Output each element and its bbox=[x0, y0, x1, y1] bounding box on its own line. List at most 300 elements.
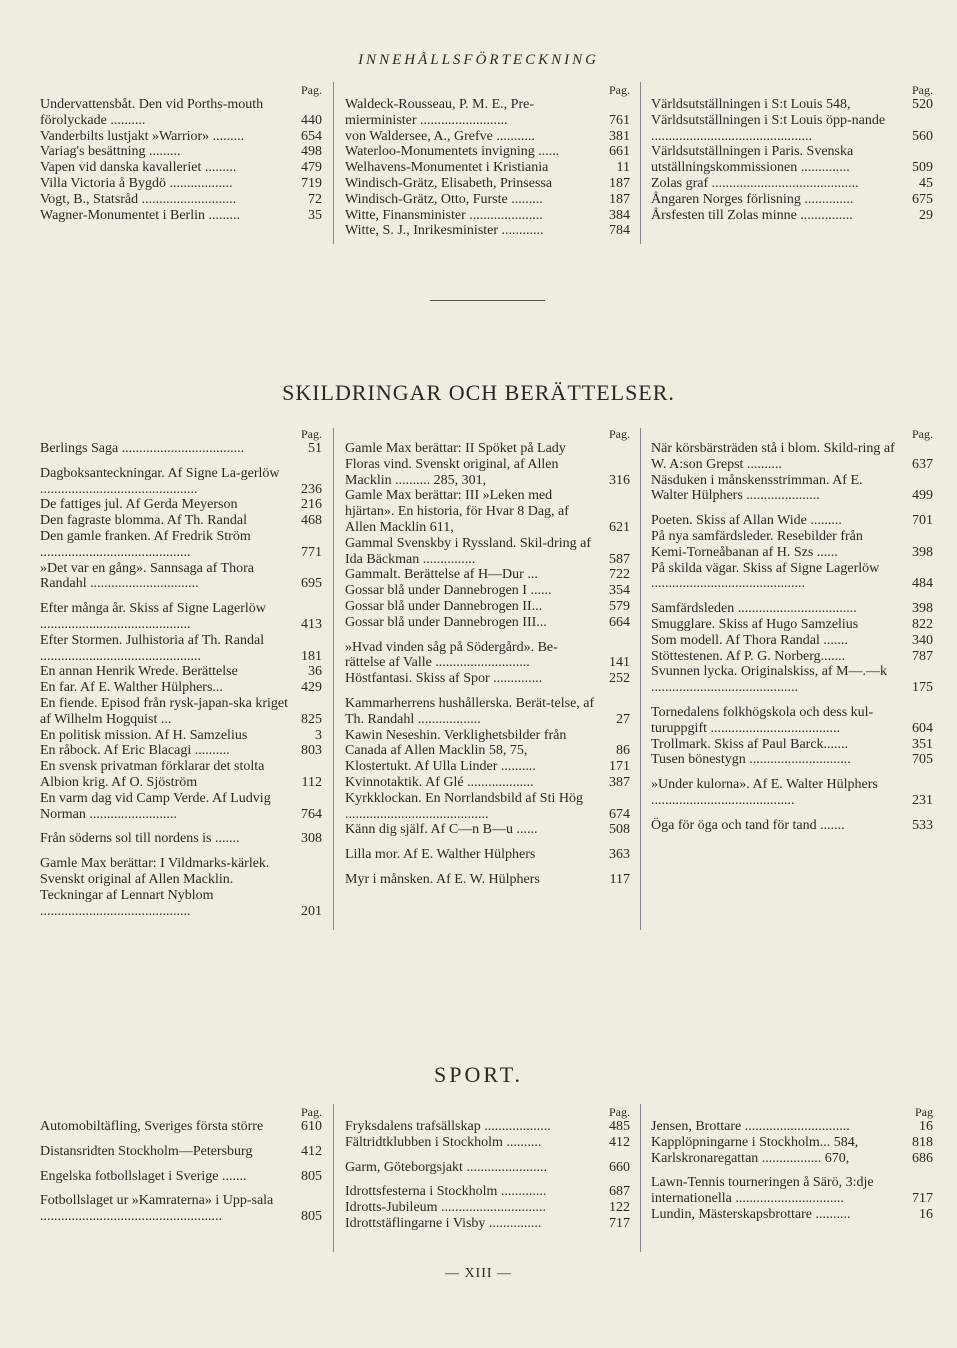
entry-page-number: 805 bbox=[301, 1168, 322, 1184]
entry-page-number: 45 bbox=[919, 175, 933, 191]
index-entry bbox=[651, 473, 933, 505]
index-entry bbox=[345, 536, 630, 568]
entry-title: Kammarherrens hushållerska. Berät-telse, af Th. Randahl .................. bbox=[345, 695, 595, 727]
entry-title: En fiende. Episod från rysk-japan-ska kriget af Wilhelm Hogquist ... bbox=[40, 695, 289, 727]
entry-page-number: 675 bbox=[912, 191, 933, 207]
entry-spacer bbox=[651, 809, 933, 818]
index-entry bbox=[651, 441, 933, 473]
index-entry bbox=[651, 513, 933, 529]
index-entry bbox=[40, 664, 322, 680]
index-entry bbox=[40, 497, 322, 513]
entry-title: På nya samfärdsleder. Resebilder från Kemi-Torneåbanan af H. Szs ...... bbox=[651, 528, 863, 560]
entry-page-number: 398 bbox=[912, 601, 933, 617]
entry-title: Öga för öga och tand för tand ....... bbox=[651, 817, 845, 833]
entry-title: Gossar blå under Dannebrogen II... bbox=[345, 598, 543, 614]
entry-page-number: 560 bbox=[912, 128, 933, 144]
sport-col-2-entries bbox=[345, 1119, 630, 1232]
index-entry bbox=[40, 856, 322, 919]
entry-title: Gammalt. Berättelse af H—Dur ... bbox=[345, 567, 538, 583]
index-entry bbox=[345, 775, 630, 791]
entry-page-number: 825 bbox=[301, 711, 322, 727]
pag-label: Pag. bbox=[609, 427, 630, 441]
top-col-2-entries bbox=[345, 97, 630, 239]
pag-label: Pag. bbox=[301, 427, 322, 441]
sport-col-3 bbox=[651, 1106, 933, 1223]
index-entry bbox=[651, 633, 933, 649]
entry-title: Garm, Göteborgsjakt ....................... bbox=[345, 1159, 547, 1175]
entry-page-number: 637 bbox=[912, 456, 933, 472]
entry-page-number: 384 bbox=[609, 207, 630, 223]
entry-title: Världsutställningen i S:t Louis öpp-nande .............................................. bbox=[651, 112, 886, 144]
index-entry bbox=[345, 208, 630, 224]
index-entry bbox=[651, 777, 933, 809]
entry-title: Variag's besättning ......... bbox=[40, 144, 181, 160]
entry-page-number: 509 bbox=[912, 160, 933, 176]
skildringar-col-1-entries bbox=[40, 441, 322, 919]
skildringar-col-2-entries bbox=[345, 441, 630, 888]
entry-page-number: 86 bbox=[616, 743, 630, 759]
entry-page-number: 387 bbox=[609, 774, 630, 790]
running-head: INNEHÅLLSFÖRTECKNING bbox=[358, 52, 599, 68]
skildringar-col-2 bbox=[345, 428, 630, 888]
index-entry bbox=[651, 176, 933, 192]
entry-title: Höstfantasi. Skiss af Spor .............. bbox=[345, 671, 543, 687]
pag-label: Pag. bbox=[301, 1105, 322, 1119]
entry-title: Kyrkklockan. En Norrlandsbild af Sti Hög ......................................... bbox=[345, 790, 583, 822]
index-entry bbox=[345, 599, 630, 615]
entry-page-number: 787 bbox=[912, 648, 933, 664]
entry-page-number: 674 bbox=[609, 806, 630, 822]
index-entry bbox=[40, 1169, 322, 1185]
entry-title: Undervattensbåt. Den vid Porths-mouth förolyckade .......... bbox=[40, 97, 264, 128]
entry-page-number: 252 bbox=[609, 671, 630, 687]
index-entry bbox=[40, 129, 322, 145]
sport-col-1-entries bbox=[40, 1119, 322, 1225]
entry-title: Fotbollslaget ur »Kamraterna» i Upp-sala .................................................... bbox=[40, 1193, 274, 1225]
index-entry bbox=[345, 583, 630, 599]
entry-title: Idrottsfesterna i Stockholm ............. bbox=[345, 1184, 547, 1200]
index-entry bbox=[345, 1200, 630, 1216]
top-col-3 bbox=[651, 84, 933, 223]
index-entry bbox=[651, 1119, 933, 1135]
index-entry bbox=[651, 192, 933, 208]
index-entry bbox=[651, 144, 933, 176]
entry-title: Klostertukt. Af Ulla Linder .......... bbox=[345, 759, 536, 775]
entry-title: Witte, Finansminister ..................... bbox=[345, 207, 543, 223]
entry-page-number: 805 bbox=[301, 1209, 322, 1225]
entry-title: Tusen bönestygn ............................. bbox=[651, 752, 851, 768]
top-col-2 bbox=[345, 84, 630, 239]
sport-col-3-entries bbox=[651, 1119, 933, 1223]
entry-page-number: 51 bbox=[308, 441, 322, 456]
entry-title: Lilla mor. Af E. Walther Hülphers bbox=[345, 847, 536, 863]
column-divider bbox=[333, 82, 334, 244]
entry-title: Trollmark. Skiss af Paul Barck....... bbox=[651, 736, 849, 752]
sport-col-2 bbox=[345, 1106, 630, 1232]
entry-title: En svensk privatman förklarar det stolta Albion krig. Af O. Sjöström bbox=[40, 759, 265, 790]
index-entry bbox=[40, 1144, 322, 1160]
index-entry bbox=[651, 1135, 933, 1151]
entry-page-number: 498 bbox=[301, 144, 322, 160]
entry-title: Villa Victoria å Bygdö .................. bbox=[40, 175, 233, 191]
entry-title: Jensen, Brottare .............................. bbox=[651, 1119, 850, 1134]
skildringar-col-3 bbox=[651, 428, 933, 834]
entry-title: »Under kulorna». Af E. Walter Hülphers ......................................... bbox=[651, 777, 878, 808]
entry-page-number: 16 bbox=[919, 1206, 933, 1222]
index-entry bbox=[40, 160, 322, 176]
index-entry bbox=[345, 759, 630, 775]
sport-col-1 bbox=[40, 1106, 322, 1225]
entry-title: Gamle Max berättar: I Vildmarks-kärlek. Svenskt original af Allen Macklin. Teckningar af Lennart Nyblom ........................................... bbox=[40, 856, 270, 919]
entry-title: Myr i månsken. Af E. W. Hülphers bbox=[345, 871, 540, 887]
entry-page-number: 187 bbox=[609, 175, 630, 191]
entry-page-number: 11 bbox=[616, 160, 630, 176]
entry-page-number: 354 bbox=[609, 583, 630, 599]
index-entry bbox=[345, 176, 630, 192]
entry-spacer bbox=[345, 687, 630, 696]
entry-page-number: 187 bbox=[609, 191, 630, 207]
entry-page-number: 761 bbox=[609, 112, 630, 128]
index-entry bbox=[40, 561, 322, 593]
entry-spacer bbox=[651, 504, 933, 513]
index-entry bbox=[40, 743, 322, 759]
entry-title: Gamle Max berättar: III »Leken med hjärtan». En historia, för Hvar 8 Dag, af Allen Macklin 611, bbox=[345, 488, 569, 535]
entry-title: Fältridtklubben i Stockholm .......... bbox=[345, 1134, 542, 1150]
entry-page-number: 705 bbox=[912, 752, 933, 768]
index-entry bbox=[345, 160, 630, 176]
entry-page-number: 72 bbox=[308, 191, 322, 207]
entry-page-number: 122 bbox=[609, 1200, 630, 1216]
entry-title: På skilda vägar. Skiss af Signe Lagerlöw ............................................ bbox=[651, 560, 880, 592]
entry-page-number: 695 bbox=[301, 576, 322, 592]
entry-page-number: 398 bbox=[912, 544, 933, 560]
index-entry bbox=[40, 633, 322, 665]
index-entry bbox=[345, 872, 630, 888]
entry-page-number: 236 bbox=[301, 481, 322, 497]
index-entry bbox=[345, 488, 630, 535]
index-entry bbox=[40, 144, 322, 160]
index-entry bbox=[40, 176, 322, 192]
entry-page-number: 771 bbox=[301, 544, 322, 560]
entry-title: »Hvad vinden såg på Södergård». Be-rättelse af Valle ........................... bbox=[345, 639, 558, 671]
entry-spacer bbox=[345, 863, 630, 872]
entry-page-number: 141 bbox=[609, 655, 630, 671]
index-entry bbox=[40, 513, 322, 529]
entry-page-number: 479 bbox=[301, 160, 322, 176]
entry-page-number: 3 bbox=[315, 727, 322, 743]
entry-page-number: 231 bbox=[912, 792, 933, 808]
index-entry bbox=[40, 791, 322, 823]
entry-title: Waldeck-Rousseau, P. M. E., Pre-mierminister ......................... bbox=[345, 97, 535, 128]
entry-spacer bbox=[651, 592, 933, 601]
index-entry bbox=[40, 831, 322, 847]
entry-title: Stöttestenen. Af P. G. Norberg....... bbox=[651, 648, 846, 664]
entry-title: Witte, S. J., Inrikesminister ............ bbox=[345, 223, 544, 239]
entry-title: Den gamle franken. Af Fredrik Ström ........................................... bbox=[40, 528, 251, 560]
entry-page-number: 687 bbox=[609, 1184, 630, 1200]
entry-title: Windisch-Grätz, Otto, Furste ......... bbox=[345, 191, 543, 207]
entry-spacer bbox=[40, 457, 322, 466]
entry-spacer bbox=[40, 1160, 322, 1169]
index-entry bbox=[40, 208, 322, 224]
entry-title: »Det var en gång». Sannsaga af Thora Randahl ............................... bbox=[40, 560, 254, 592]
index-entry bbox=[651, 97, 933, 113]
entry-page-number: 16 bbox=[919, 1119, 933, 1134]
entry-page-number: 484 bbox=[912, 576, 933, 592]
entry-title: Lawn-Tennis tourneringen å Särö, 3:dje internationella ............................... bbox=[651, 1175, 874, 1207]
index-entry bbox=[651, 1151, 933, 1167]
entry-page-number: 29 bbox=[919, 207, 933, 223]
index-entry bbox=[40, 529, 322, 561]
entry-title: Efter Stormen. Julhistoria af Th. Randal .............................................. bbox=[40, 632, 265, 664]
entry-title: Världsutställningen i S:t Louis 548, bbox=[651, 97, 851, 112]
index-entry bbox=[651, 1175, 933, 1207]
entry-title: Kapplöpningarne i Stockholm... 584, bbox=[651, 1134, 859, 1150]
index-entry bbox=[40, 680, 322, 696]
entry-page-number: 764 bbox=[301, 806, 322, 822]
entry-title: Smugglare. Skiss af Hugo Samzelius bbox=[651, 616, 859, 632]
index-entry bbox=[40, 441, 322, 457]
entry-title: Världsutställningen i Paris. Svenska utställningskommissionen .............. bbox=[651, 144, 854, 176]
entry-page-number: 621 bbox=[609, 519, 630, 535]
entry-title: Berlings Saga ................................... bbox=[40, 441, 245, 456]
entry-page-number: 717 bbox=[912, 1191, 933, 1207]
entry-page-number: 722 bbox=[609, 567, 630, 583]
entry-title: Automobiltäfling, Sveriges första större bbox=[40, 1119, 264, 1134]
entry-page-number: 308 bbox=[301, 831, 322, 847]
entry-page-number: 27 bbox=[616, 711, 630, 727]
entry-page-number: 413 bbox=[301, 616, 322, 632]
entry-page-number: 701 bbox=[912, 513, 933, 529]
entry-spacer bbox=[651, 768, 933, 777]
column-divider bbox=[333, 428, 334, 930]
index-entry bbox=[40, 759, 322, 791]
index-entry bbox=[345, 791, 630, 823]
entry-spacer bbox=[40, 592, 322, 601]
index-entry bbox=[40, 601, 322, 633]
entry-page-number: 36 bbox=[308, 664, 322, 680]
index-entry bbox=[651, 649, 933, 665]
entry-spacer bbox=[345, 838, 630, 847]
index-entry bbox=[345, 1135, 630, 1151]
entry-title: En råbock. Af Eric Blacagi .......... bbox=[40, 743, 230, 759]
entry-page-number: 412 bbox=[609, 1134, 630, 1150]
index-entry bbox=[651, 208, 933, 224]
entry-page-number: 533 bbox=[912, 817, 933, 833]
entry-title: Idrottstäflingarne i Visby ............... bbox=[345, 1215, 542, 1231]
entry-page-number: 784 bbox=[609, 223, 630, 239]
entry-title: Känn dig själf. Af C—n B—u ...... bbox=[345, 822, 538, 838]
column-divider bbox=[333, 1104, 334, 1252]
pag-label: Pag. bbox=[609, 1105, 630, 1119]
entry-page-number: 664 bbox=[609, 614, 630, 630]
entry-title: Dagboksanteckningar. Af Signe La-gerlöw ............................................. bbox=[40, 465, 280, 497]
entry-title: Från söderns sol till nordens is ....... bbox=[40, 831, 240, 847]
entry-page-number: 412 bbox=[301, 1143, 322, 1159]
entry-page-number: 485 bbox=[609, 1119, 630, 1134]
entry-title: Samfärdsleden .................................. bbox=[651, 601, 857, 617]
entry-title: En varm dag vid Camp Verde. Af Ludvig Norman ......................... bbox=[40, 790, 271, 822]
entry-spacer bbox=[40, 822, 322, 831]
entry-page-number: 35 bbox=[308, 207, 322, 223]
index-entry bbox=[345, 129, 630, 145]
pag-label: Pag. bbox=[301, 83, 322, 97]
entry-title: Windisch-Grätz, Elisabeth, Prinsessa bbox=[345, 175, 553, 191]
index-entry bbox=[40, 696, 322, 728]
entry-title: Engelska fotbollslaget i Sverige ....... bbox=[40, 1168, 247, 1184]
entry-title: En politisk mission. Af H. Samzelius bbox=[40, 727, 248, 743]
index-entry bbox=[651, 1207, 933, 1223]
index-entry bbox=[651, 529, 933, 561]
entry-page-number: 181 bbox=[301, 648, 322, 664]
entry-page-number: 719 bbox=[301, 175, 322, 191]
entry-spacer bbox=[651, 696, 933, 705]
entry-page-number: 822 bbox=[912, 616, 933, 632]
entry-page-number: 604 bbox=[912, 720, 933, 736]
entry-title: Kvinnotaktik. Af Glé ................... bbox=[345, 774, 534, 790]
pag-label: Pag. bbox=[912, 427, 933, 441]
entry-title: Efter många år. Skiss af Signe Lagerlöw ........................................... bbox=[40, 601, 266, 632]
entry-page-number: 429 bbox=[301, 680, 322, 696]
skildringar-col-1 bbox=[40, 428, 322, 919]
entry-title: En far. Af E. Walther Hülphers... bbox=[40, 680, 223, 696]
index-entry bbox=[40, 466, 322, 498]
entry-title: Gamle Max berättar: II Spöket på Lady Floras vind. Svenskt original, af Allen Macklin .......... 285, 301, bbox=[345, 441, 566, 488]
entry-title: Fryksdalens trafsällskap ................... bbox=[345, 1119, 551, 1134]
entry-title: Wagner-Monumentet i Berlin ......... bbox=[40, 207, 240, 223]
entry-title: Svunnen lycka. Originalskiss, af M—.—k .......................................... bbox=[651, 664, 888, 696]
entry-spacer bbox=[651, 1166, 933, 1175]
entry-title: Idrotts-Jubileum .............................. bbox=[345, 1200, 547, 1216]
index-entry bbox=[345, 1119, 630, 1135]
index-entry bbox=[651, 737, 933, 753]
top-col-3-entries bbox=[651, 97, 933, 223]
entry-page-number: 520 bbox=[912, 97, 933, 112]
section-title-skildringar: SKILDRINGAR OCH BERÄTTELSER. bbox=[282, 380, 675, 405]
index-entry bbox=[345, 696, 630, 728]
index-entry bbox=[40, 1193, 322, 1225]
index-entry bbox=[345, 144, 630, 160]
entry-spacer bbox=[40, 1135, 322, 1144]
pag-label: Pag. bbox=[912, 83, 933, 97]
index-entry bbox=[345, 567, 630, 583]
index-entry bbox=[651, 113, 933, 145]
entry-title: Gossar blå under Dannebrogen I ...... bbox=[345, 583, 552, 599]
index-entry bbox=[651, 705, 933, 737]
index-entry bbox=[345, 640, 630, 672]
top-col-1 bbox=[40, 84, 322, 223]
entry-title: von Waldersee, A., Grefve ........... bbox=[345, 128, 535, 144]
entry-title: Karlskronaregattan ................. 670, bbox=[651, 1150, 850, 1166]
entry-spacer bbox=[345, 1175, 630, 1184]
entry-page-number: 117 bbox=[609, 871, 630, 887]
column-divider bbox=[640, 428, 641, 930]
entry-page-number: 340 bbox=[912, 632, 933, 648]
section-title-sport: SPORT. bbox=[433, 1062, 524, 1087]
entry-title: Poeten. Skiss af Allan Wide ......... bbox=[651, 513, 842, 529]
index-entry bbox=[345, 97, 630, 129]
index-entry bbox=[651, 752, 933, 768]
section-rule bbox=[430, 300, 545, 301]
entry-title: Kawin Neseshin. Verklighetsbilder från Canada af Allen Macklin 58, 75, bbox=[345, 727, 567, 759]
index-entry bbox=[345, 1216, 630, 1232]
entry-title: När körsbärsträden stå i blom. Skild-ring af W. A:son Grepst .......... bbox=[651, 441, 895, 472]
entry-title: Näsduken i månskensstrimman. Af E. Walter Hülphers ..................... bbox=[651, 472, 863, 504]
index-entry bbox=[345, 192, 630, 208]
index-entry bbox=[345, 728, 630, 760]
entry-page-number: 216 bbox=[301, 497, 322, 513]
index-entry bbox=[345, 847, 630, 863]
entry-page-number: 661 bbox=[609, 144, 630, 160]
index-entry bbox=[40, 97, 322, 129]
index-entry bbox=[40, 728, 322, 744]
entry-page-number: 381 bbox=[609, 128, 630, 144]
index-entry bbox=[345, 615, 630, 631]
entry-spacer bbox=[40, 847, 322, 856]
entry-title: Gammal Svenskby i Ryssland. Skil-dring af Ida Bäckman ............... bbox=[345, 535, 591, 567]
entry-title: Lundin, Mästerskapsbrottare .......... bbox=[651, 1206, 851, 1222]
entry-title: Den fagraste blomma. Af Th. Randal bbox=[40, 513, 247, 529]
entry-title: Vogt, B., Statsråd ........................... bbox=[40, 191, 237, 207]
index-entry bbox=[345, 671, 630, 687]
index-entry bbox=[40, 192, 322, 208]
index-entry bbox=[651, 601, 933, 617]
entry-spacer bbox=[345, 631, 630, 640]
entry-page-number: 351 bbox=[912, 736, 933, 752]
entry-page-number: 587 bbox=[609, 551, 630, 567]
index-entry bbox=[651, 664, 933, 696]
index-entry bbox=[345, 223, 630, 239]
entry-spacer bbox=[345, 1151, 630, 1160]
index-entry bbox=[345, 822, 630, 838]
entry-page-number: 717 bbox=[609, 1215, 630, 1231]
index-entry bbox=[345, 1184, 630, 1200]
top-col-1-entries bbox=[40, 97, 322, 223]
entry-page-number: 175 bbox=[912, 680, 933, 696]
column-divider bbox=[640, 1104, 641, 1252]
entry-page-number: 803 bbox=[301, 743, 322, 759]
entry-title: De fattiges jul. Af Gerda Meyerson bbox=[40, 497, 238, 513]
entry-page-number: 508 bbox=[609, 822, 630, 838]
index-entry bbox=[651, 617, 933, 633]
pag-label: Pag. bbox=[609, 83, 630, 97]
entry-title: Årsfesten till Zolas minne ............... bbox=[651, 207, 853, 223]
pag-label-alt: Pag bbox=[915, 1105, 933, 1119]
index-entry bbox=[651, 818, 933, 834]
entry-title: Vanderbilts lustjakt »Warrior» ......... bbox=[40, 128, 245, 144]
entry-page-number: 440 bbox=[301, 112, 322, 128]
entry-title: Welhavens-Monumentet i Kristiania bbox=[345, 160, 549, 176]
entry-page-number: 112 bbox=[301, 774, 322, 790]
entry-title: Waterloo-Monumentets invigning ...... bbox=[345, 144, 560, 160]
entry-page-number: 171 bbox=[609, 759, 630, 775]
index-entry bbox=[345, 441, 630, 488]
index-entry bbox=[651, 561, 933, 593]
entry-title: Tornedalens folkhögskola och dess kul-turuppgift ..................................... bbox=[651, 704, 874, 736]
entry-page-number: 654 bbox=[301, 128, 322, 144]
index-entry bbox=[345, 1160, 630, 1176]
entry-page-number: 499 bbox=[912, 488, 933, 504]
index-entry bbox=[40, 1119, 322, 1135]
entry-title: En annan Henrik Wrede. Berättelse bbox=[40, 664, 238, 680]
entry-page-number: 363 bbox=[609, 847, 630, 863]
entry-page-number: 579 bbox=[609, 598, 630, 614]
entry-page-number: 686 bbox=[912, 1150, 933, 1166]
entry-spacer bbox=[40, 1184, 322, 1193]
entry-page-number: 468 bbox=[301, 513, 322, 529]
entry-title: Som modell. Af Thora Randal ....... bbox=[651, 632, 848, 648]
entry-page-number: 818 bbox=[912, 1134, 933, 1150]
